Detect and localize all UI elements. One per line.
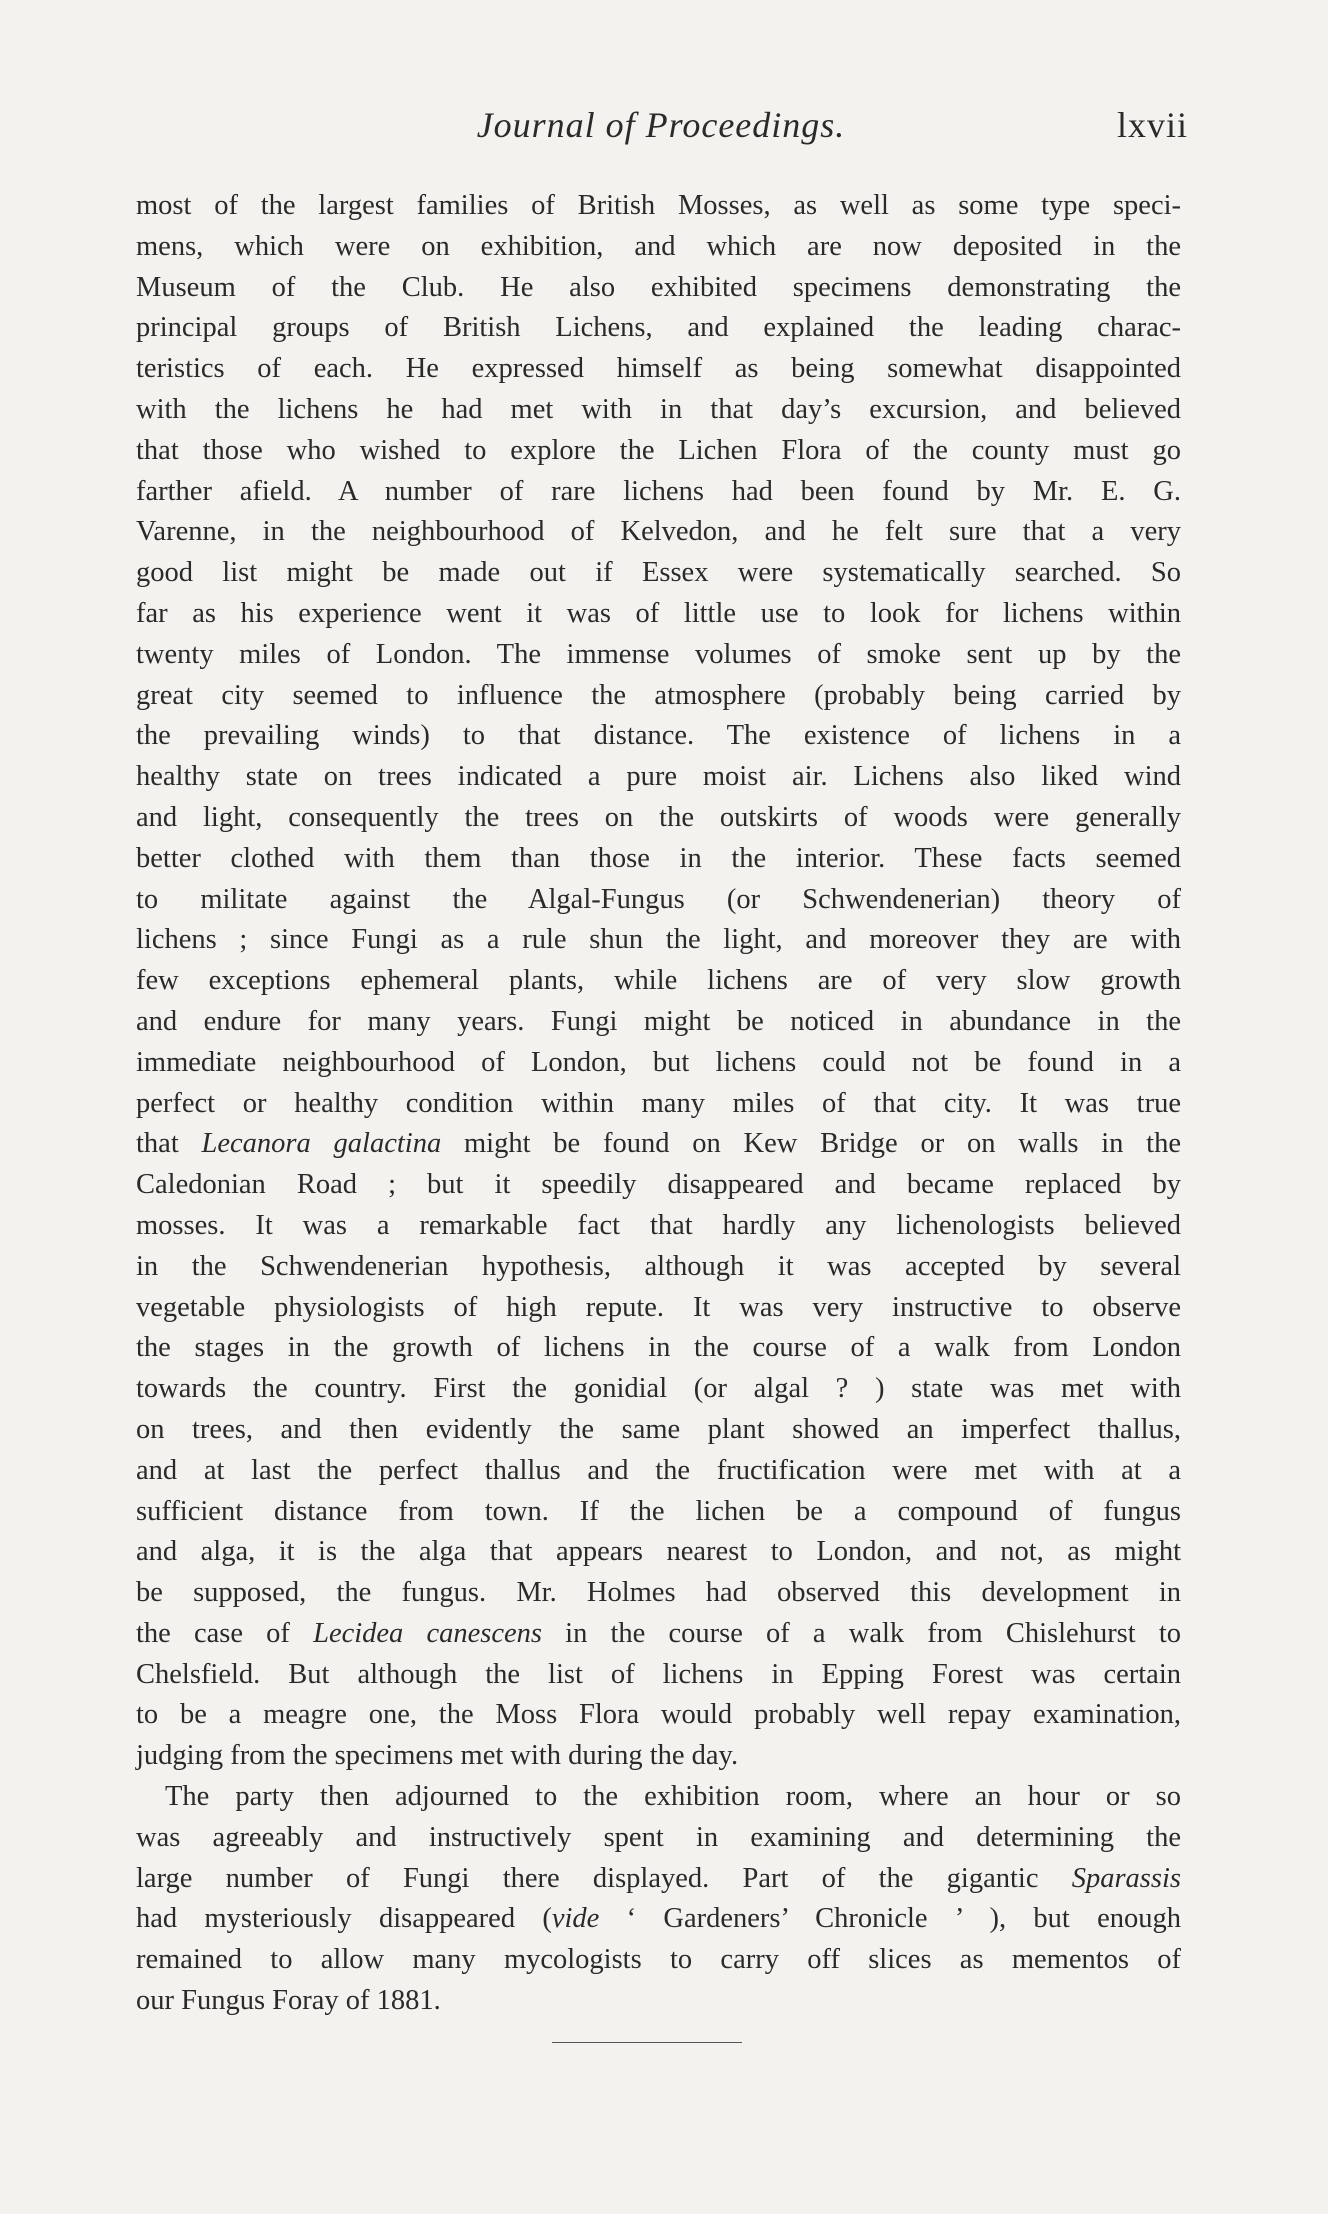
- text-line: few exceptions ephemeral plants, while lichens are of very slow growth: [136, 965, 1181, 997]
- latin-term: vide: [551, 1903, 600, 1935]
- paragraph-2: [136, 1777, 1181, 2022]
- text-line: [136, 1859, 1181, 1900]
- text-line: judging from the specimens met with during the day.: [136, 1740, 739, 1772]
- species-name: Sparassis: [1071, 1862, 1181, 1894]
- text-line: sufficient distance from town. If the lichen be a compound of fungus: [136, 1495, 1181, 1527]
- text-line: Caledonian Road ; but it speedily disappeared and became replaced by: [136, 1169, 1181, 1201]
- text-line: our Fungus Foray of 1881.: [136, 1985, 441, 2017]
- text-fragment: in the course of a walk from Chislehurst to: [542, 1617, 1182, 1649]
- text-line: mosses. It was a remarkable fact that hardly any lichenologists believed: [136, 1209, 1181, 1241]
- paragraph-1: [136, 186, 1181, 1777]
- text-line: twenty miles of London. The immense volumes of smoke sent up by the: [136, 638, 1181, 670]
- text-line: the prevailing winds) to that distance. The existence of lichens in a: [136, 720, 1181, 752]
- text-line: to militate against the Algal-Fungus (or Schwendenerian) theory of: [136, 883, 1181, 915]
- text-line: and endure for many years. Fungi might be noticed in abundance in the: [136, 1005, 1181, 1037]
- body-text: [136, 186, 1181, 2022]
- text-line: healthy state on trees indicated a pure moist air. Lichens also liked wind: [136, 761, 1181, 793]
- text-line: farther afield. A number of rare lichens had been found by Mr. E. G.: [136, 475, 1181, 507]
- text-line: most of the largest families of British Mosses, as well as some type speci-: [136, 190, 1181, 221]
- text-fragment: the case of: [136, 1617, 314, 1649]
- text-line: perfect or healthy condition within many miles of that city. It was true: [136, 1087, 1181, 1119]
- text-line: far as his experience went it was of little use to look for lichens within: [136, 597, 1181, 629]
- text-fragment: ‘ Gardeners’ Chronicle ’ ), but enough: [599, 1903, 1182, 1935]
- text-line: and alga, it is the alga that appears nearest to London, and not, as might: [136, 1536, 1181, 1568]
- text-line: and at last the perfect thallus and the fructification were met with at a: [136, 1454, 1181, 1486]
- text-line: [136, 1899, 1181, 1940]
- text-line: The party then adjourned to the exhibition room, where an hour or so: [165, 1781, 1181, 1813]
- text-fragment: had mysteriously disappeared (: [136, 1903, 552, 1935]
- species-name: Lecidea canescens: [313, 1617, 543, 1649]
- text-line: lichens ; since Fungi as a rule shun the light, and moreover they are with: [136, 924, 1181, 956]
- species-name: Lecanora galactina: [201, 1128, 442, 1160]
- text-line: that those who wished to explore the Lichen Flora of the county must go: [136, 434, 1181, 466]
- text-line: teristics of each. He expressed himself as being somewhat disappointed: [136, 353, 1181, 385]
- text-fragment: large number of Fungi there displayed. Part of the gigantic: [136, 1862, 1072, 1894]
- text-fragment: might be found on Kew Bridge or on walls in the: [441, 1128, 1181, 1160]
- text-line: Varenne, in the neighbourhood of Kelvedon, and he felt sure that a very: [136, 516, 1181, 548]
- text-line: towards the country. First the gonidial (or algal ? ) state was met with: [136, 1373, 1181, 1405]
- text-line: principal groups of British Lichens, and explained the leading charac-: [136, 312, 1181, 344]
- text-line: with the lichens he had met with in that day’s excursion, and believed: [136, 393, 1181, 425]
- text-line: Museum of the Club. He also exhibited specimens demonstrating the: [136, 271, 1181, 303]
- text-line: the stages in the growth of lichens in the course of a walk from London: [136, 1332, 1181, 1364]
- text-line: [136, 1124, 1181, 1165]
- text-line: to be a meagre one, the Moss Flora would probably well repay examination,: [136, 1699, 1181, 1731]
- running-head: [136, 104, 1186, 152]
- text-line: [136, 1614, 1181, 1655]
- text-line: mens, which were on exhibition, and which are now deposited in the: [136, 230, 1181, 262]
- text-line: and light, consequently the trees on the outskirts of woods were generally: [136, 801, 1181, 833]
- text-line: Chelsfield. But although the list of lichens in Epping Forest was certain: [136, 1658, 1181, 1690]
- text-fragment: that: [136, 1128, 202, 1160]
- text-line: on trees, and then evidently the same plant showed an imperfect thallus,: [136, 1413, 1181, 1445]
- text-line: remained to allow many mycologists to carry off slices as mementos of: [136, 1944, 1181, 1976]
- text-line: good list might be made out if Essex were systematically searched. So: [136, 557, 1181, 589]
- text-line: be supposed, the fungus. Mr. Holmes had observed this development in: [136, 1577, 1181, 1609]
- text-line: in the Schwendenerian hypothesis, although it was accepted by several: [136, 1250, 1181, 1282]
- text-line: great city seemed to influence the atmosphere (probably being carried by: [136, 679, 1181, 711]
- text-line: vegetable physiologists of high repute. It was very instructive to observe: [136, 1291, 1181, 1323]
- text-line: was agreeably and instructively spent in examining and determining the: [136, 1821, 1181, 1853]
- running-title: Journal of Proceedings.: [476, 105, 846, 145]
- text-line: better clothed with them than those in the interior. These facts seemed: [136, 842, 1181, 874]
- section-divider: [552, 2042, 742, 2043]
- text-line: immediate neighbourhood of London, but lichens could not be found in a: [136, 1046, 1181, 1078]
- page-number: lxvii: [1116, 105, 1188, 145]
